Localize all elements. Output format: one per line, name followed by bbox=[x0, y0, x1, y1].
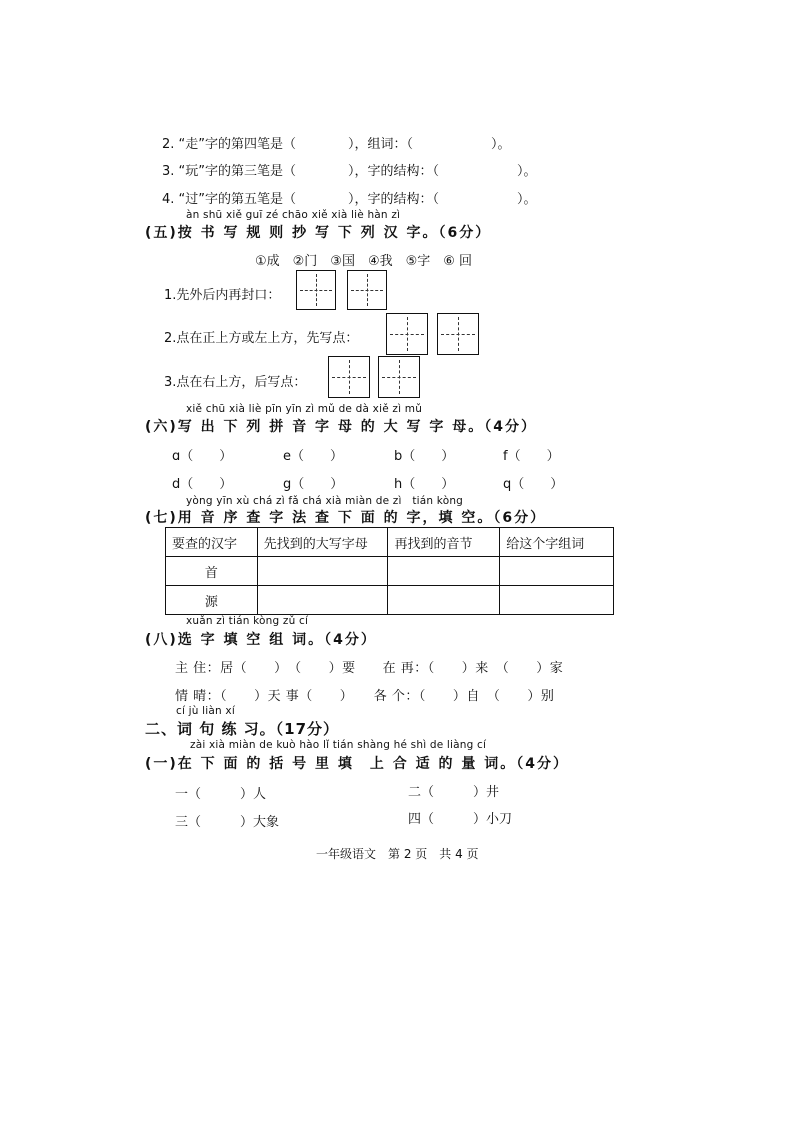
question-4 bbox=[162, 188, 537, 207]
sec7-pinyin: yòng yīn xù chá zì fǎ chá xià miàn de zì tián kòng bbox=[186, 495, 464, 507]
question-number: 2. bbox=[162, 137, 175, 152]
sec5-title: (五)按 书 写 规 则 抄 写 下 列 汉 字。（6分） bbox=[145, 225, 492, 241]
fill-line-1[interactable]: 主 住：居（ ） （ ）要 在 再：（ ）来 （ ）家 bbox=[175, 661, 564, 676]
rule-1-label: 1.先外后内再封口： bbox=[164, 288, 281, 303]
answer-cell[interactable] bbox=[388, 586, 500, 615]
answer-cell[interactable] bbox=[257, 557, 388, 586]
sec7-title: (七)用 音 序 查 字 法 查 下 面 的 字，填 空。（6分） bbox=[145, 510, 547, 526]
question-text: “玩”字的第三笔是（ ），字的结构：（ ）。 bbox=[178, 164, 537, 179]
question-number: 4. bbox=[162, 192, 175, 207]
sec5-pinyin: àn shū xiě guī zé chāo xiě xià liè hàn zì bbox=[186, 209, 401, 221]
letter-item[interactable]: g（ ） bbox=[283, 477, 344, 492]
table-header: 再找到的音节 bbox=[388, 528, 500, 557]
letter-item[interactable]: d（ ） bbox=[172, 477, 233, 492]
letter-item[interactable]: e（ ） bbox=[283, 449, 343, 464]
writing-grid-box[interactable] bbox=[386, 313, 428, 355]
writing-grid-box[interactable] bbox=[347, 270, 387, 310]
sec8-title: (八)选 字 填 空 组 词。（4分） bbox=[145, 632, 377, 648]
question-text: “走”字的第四笔是（ ），组词：（ ）。 bbox=[178, 137, 511, 152]
answer-cell[interactable] bbox=[257, 586, 388, 615]
rule-2-label: 2.点在正上方或左上方，先写点： bbox=[164, 331, 359, 346]
table-header-row bbox=[166, 528, 614, 557]
table-cell-char: 首 bbox=[166, 557, 258, 586]
question-3 bbox=[162, 160, 537, 179]
page-footer: 一年级语文 第 2 页 共 4 页 bbox=[316, 847, 479, 861]
letter-item[interactable]: q（ ） bbox=[503, 477, 564, 492]
sub1-pinyin: zài xià miàn de kuò hào lǐ tián shàng hé shì de liàng cí bbox=[190, 739, 487, 751]
answer-cell[interactable] bbox=[388, 557, 500, 586]
fill-line-2[interactable]: 情 晴：（ ）天 事（ ） 各 个：（ ）自 （ ）别 bbox=[175, 689, 555, 704]
table-header: 给这个字组词 bbox=[500, 528, 614, 557]
table-row bbox=[166, 557, 614, 586]
letter-item[interactable]: b（ ） bbox=[394, 449, 455, 464]
rule-3-label: 3.点在右上方，后写点： bbox=[164, 375, 307, 390]
question-text: “过”字的第五笔是（ ），字的结构：（ ）。 bbox=[178, 192, 537, 207]
answer-cell[interactable] bbox=[500, 586, 614, 615]
sec8-pinyin: xuǎn zì tián kòng zǔ cí bbox=[186, 615, 309, 627]
table-cell-char: 源 bbox=[166, 586, 258, 615]
part2-title: 二、词 句 练 习。（17分） bbox=[145, 720, 340, 738]
question-2 bbox=[162, 133, 511, 152]
sec6-title: (六)写 出 下 列 拼 音 字 母 的 大 写 字 母。（4分） bbox=[145, 419, 538, 435]
answer-cell[interactable] bbox=[500, 557, 614, 586]
lookup-table bbox=[165, 527, 614, 615]
writing-grid-box[interactable] bbox=[378, 356, 420, 398]
sec5-char-list: ①成 ②门 ③国 ④我 ⑤字 ⑥ 回 bbox=[255, 254, 473, 269]
measure-word-item[interactable]: 二（ ）井 bbox=[408, 785, 500, 800]
table-header: 先找到的大写字母 bbox=[257, 528, 388, 557]
writing-grid-box[interactable] bbox=[296, 270, 336, 310]
measure-word-item[interactable]: 一（ ）人 bbox=[175, 787, 267, 802]
part2-pinyin: cí jù liàn xí bbox=[176, 705, 235, 717]
writing-grid-box[interactable] bbox=[437, 313, 479, 355]
measure-word-item[interactable]: 四（ ）小刀 bbox=[408, 812, 513, 827]
writing-grid-box[interactable] bbox=[328, 356, 370, 398]
letter-item[interactable]: h（ ） bbox=[394, 477, 455, 492]
sec6-pinyin: xiě chū xià liè pīn yīn zì mǔ de dà xiě zì mǔ bbox=[186, 403, 423, 415]
table-row bbox=[166, 586, 614, 615]
letter-item[interactable]: ɑ（ ） bbox=[172, 449, 233, 464]
letter-item[interactable]: f（ ） bbox=[503, 449, 560, 464]
measure-word-item[interactable]: 三（ ）大象 bbox=[175, 815, 280, 830]
table-header: 要查的汉字 bbox=[166, 528, 258, 557]
question-number: 3. bbox=[162, 164, 175, 179]
sub1-title: (一)在 下 面 的 括 号 里 填 上 合 适 的 量 词。（4分） bbox=[145, 756, 570, 772]
